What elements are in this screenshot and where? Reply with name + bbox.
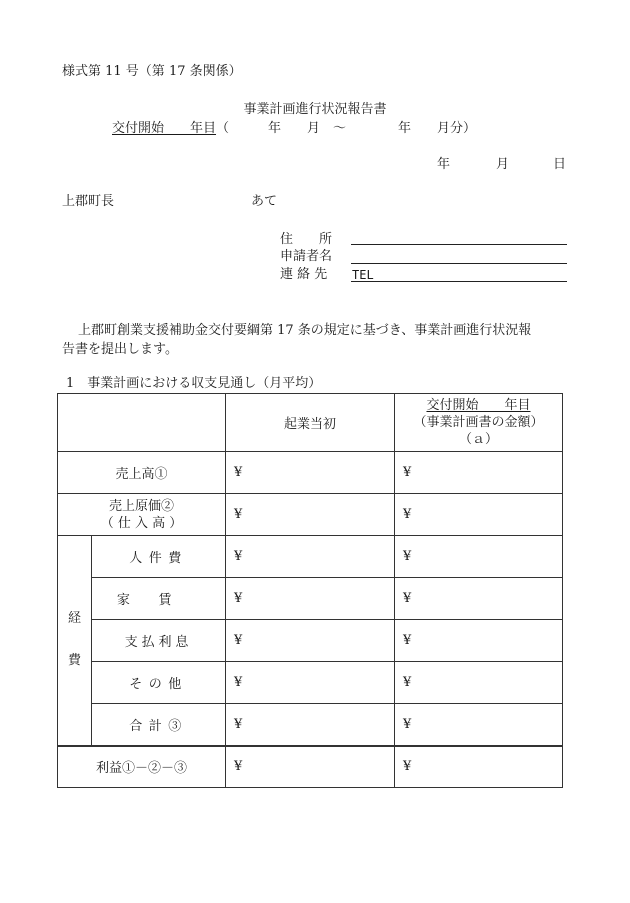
applicant-name-label: 申請者名 bbox=[280, 249, 333, 264]
grant-year-label: 交付開始 年目 bbox=[112, 121, 217, 136]
address-line bbox=[351, 244, 567, 245]
header-blank-cell bbox=[58, 394, 226, 452]
period-range: （ 年 月 ～ 年 月分） bbox=[216, 121, 477, 136]
cell-profit-plan[interactable]: ¥ bbox=[395, 746, 563, 788]
header-plan-line2: （事業計画書の金額） bbox=[413, 415, 544, 430]
section-heading: 1 事業計画における収支見通し（月平均） bbox=[66, 376, 322, 391]
contact-label: 連 絡 先 bbox=[280, 267, 328, 282]
cell-interest-plan[interactable]: ¥ bbox=[395, 620, 563, 662]
addressee-name: 上郡町長 bbox=[62, 194, 115, 209]
cell-rent-initial[interactable]: ¥ bbox=[226, 578, 395, 620]
table-row-total bbox=[58, 704, 563, 746]
cell-labor-plan[interactable]: ¥ bbox=[395, 536, 563, 578]
cell-sales-initial[interactable]: ¥ bbox=[226, 452, 395, 494]
table-header-row bbox=[58, 394, 563, 452]
table-row-interest bbox=[58, 620, 563, 662]
row-label-cogs bbox=[58, 494, 226, 536]
contact-line bbox=[351, 281, 567, 282]
addressee-suffix: あて bbox=[251, 194, 278, 209]
date-year: 年 bbox=[437, 157, 451, 172]
document-title: 事業計画進行状況報告書 bbox=[243, 102, 387, 117]
expenses-group-label bbox=[58, 536, 92, 746]
form-number: 様式第 11 号（第 17 条関係） bbox=[62, 64, 242, 79]
cell-labor-initial[interactable]: ¥ bbox=[226, 536, 395, 578]
table-row-sales bbox=[58, 452, 563, 494]
cell-other-initial[interactable]: ¥ bbox=[226, 662, 395, 704]
table-row-other bbox=[58, 662, 563, 704]
cell-interest-initial[interactable]: ¥ bbox=[226, 620, 395, 662]
row-label-cogs-line2: （ 仕 入 高 ） bbox=[100, 515, 183, 531]
body-text-line2: 告書を提出します。 bbox=[62, 342, 178, 357]
budget-table bbox=[57, 393, 563, 788]
row-label-profit: 利益①－②－③ bbox=[58, 746, 226, 788]
header-plan-line1: 交付開始 年目 bbox=[426, 398, 531, 413]
cell-cogs-initial[interactable]: ¥ bbox=[226, 494, 395, 536]
cell-total-initial[interactable]: ¥ bbox=[226, 704, 395, 746]
table-row-rent bbox=[58, 578, 563, 620]
cell-total-plan[interactable]: ¥ bbox=[395, 704, 563, 746]
row-label-labor: 人件費 bbox=[92, 536, 226, 578]
body-text-line1: 上郡町創業支援補助金交付要綱第 17 条の規定に基づき、事業計画進行状況報 bbox=[78, 323, 532, 338]
address-label: 住 所 bbox=[280, 232, 333, 247]
header-plan bbox=[395, 394, 563, 452]
applicant-name-line bbox=[351, 263, 567, 264]
date-day: 日 bbox=[553, 157, 567, 172]
date-month: 月 bbox=[496, 157, 510, 172]
expenses-group-char2: 費 bbox=[67, 653, 81, 669]
cell-rent-plan[interactable]: ¥ bbox=[395, 578, 563, 620]
row-label-total: 合計③ bbox=[92, 704, 226, 746]
cell-other-plan[interactable]: ¥ bbox=[395, 662, 563, 704]
expenses-group-char1: 経 bbox=[67, 611, 81, 627]
row-label-interest: 支払利息 bbox=[92, 620, 226, 662]
report-period bbox=[112, 121, 476, 137]
row-label-sales: 売上高① bbox=[58, 452, 226, 494]
cell-profit-initial[interactable]: ¥ bbox=[226, 746, 395, 788]
tel-label: TEL bbox=[352, 268, 374, 282]
header-initial: 起業当初 bbox=[226, 394, 395, 452]
table-row-cogs bbox=[58, 494, 563, 536]
cell-sales-plan[interactable]: ¥ bbox=[395, 452, 563, 494]
row-label-rent: 家賃 bbox=[92, 578, 226, 620]
table-row-profit bbox=[58, 746, 563, 788]
row-label-other: その他 bbox=[92, 662, 226, 704]
header-plan-line3: （ａ） bbox=[458, 432, 498, 447]
table-row-labor bbox=[58, 536, 563, 578]
cell-cogs-plan[interactable]: ¥ bbox=[395, 494, 563, 536]
row-label-cogs-line1: 売上原価② bbox=[108, 498, 174, 514]
